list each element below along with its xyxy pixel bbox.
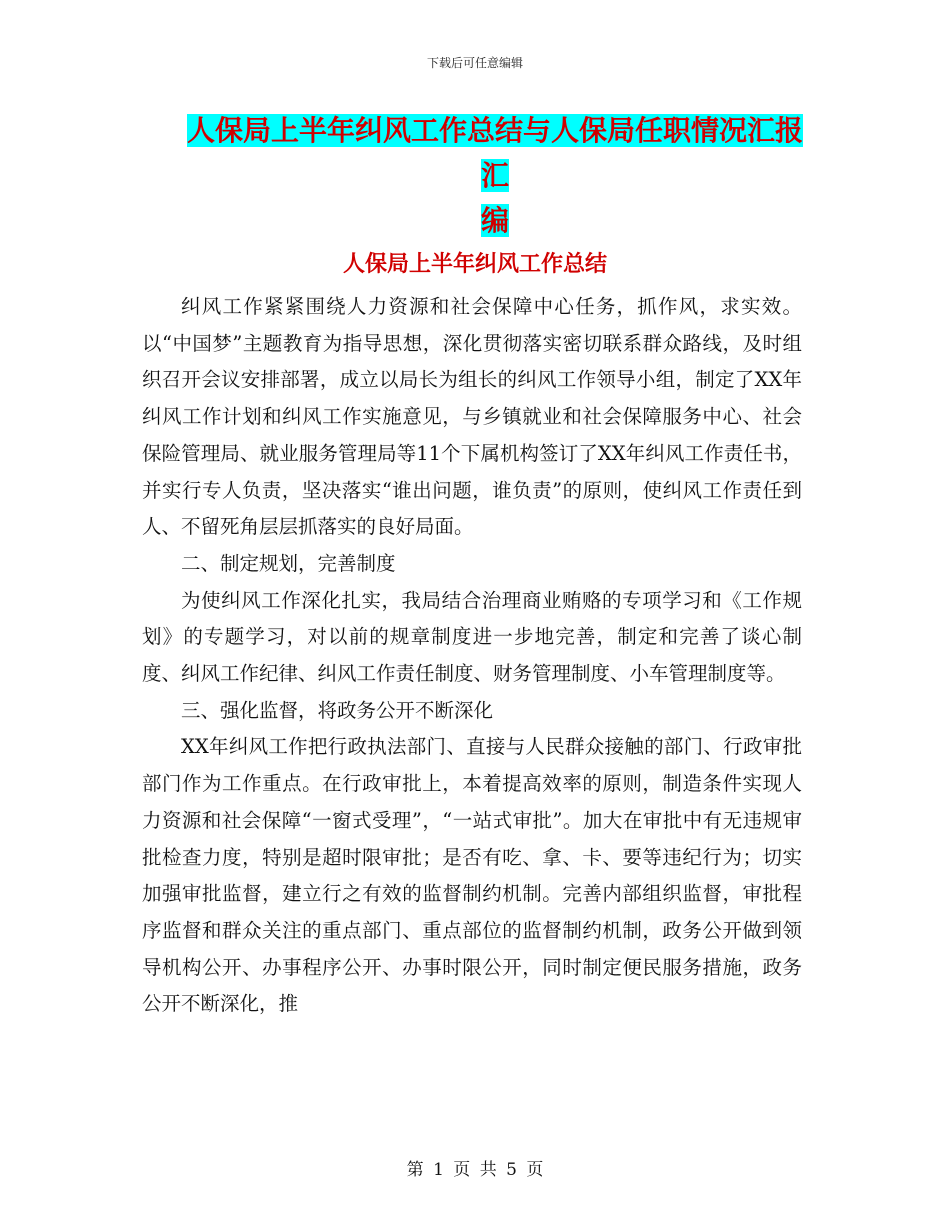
page-footer: 第 1 页 共 5 页 [406,1160,544,1180]
document-title-line-1: 人保局上半年纠风工作总结与人保局任职情况汇报汇 [186,114,803,192]
heading-planning: 二、制定规划，完善制度 [181,551,396,575]
document-title-line-2: 编 [480,204,509,237]
header-note: 下载后可任意编辑 [426,56,523,70]
heading-supervision: 三、强化监督，将政务公开不断深化 [181,698,494,722]
paragraph-intro: 纠风工作紧紧围绕人力资源和社会保障中心任务，抓作风，求实效。以“中国梦”主题教育为指导思想，深化贯彻落实密切联系群众路线，及时组织召开会议安排部署，成立以局长为组长的纠风工作领导小组，制定了XX年纠风工作计划和纠风工作实施意见，与乡镇就业和社会保障服务中心、社会保险管理局、就业服务管理局等11个下属机构签订了XX年纠风工作责任书，并实行专人负责，坚决落实“谁出问题，谁负责”的原则，使纠风工作责任到人、不留死角层层抓落实的良好局面。 [142,295,802,539]
document-body [142,289,802,1023]
paragraph-planning: 为使纠风工作深化扎实，我局结合治理商业贿赂的专项学习和《工作规划》的专题学习，对以前的规章制度进一步地完善，制定和完善了谈心制度、纠风工作纪律、纠风工作责任制度、财务管理制度、小车管理制度等。 [142,588,802,686]
document-title [175,108,815,243]
paragraph-supervision: XX年纠风工作把行政执法部门、直接与人民群众接触的部门、行政审批部门作为工作重点。在行政审批上，本着提高效率的原则，制造条件实现人力资源和社会保障“一窗式受理”，“一站式审批”。加大在审批中有无违规审批检查力度，特别是超时限审批；是否有吃、拿、卡、要等违纪行为；切实加强审批监督，建立行之有效的监督制约机制。完善内部组织监督，审批程序监督和群众关注的重点部门、重点部位的监督制约机制，政务公开做到领导机构公开、办事程序公开、办事时限公开，同时制定便民服务措施，政务公开不断深化，推 [142,735,802,1016]
section-title: 人保局上半年纠风工作总结 [342,252,607,277]
